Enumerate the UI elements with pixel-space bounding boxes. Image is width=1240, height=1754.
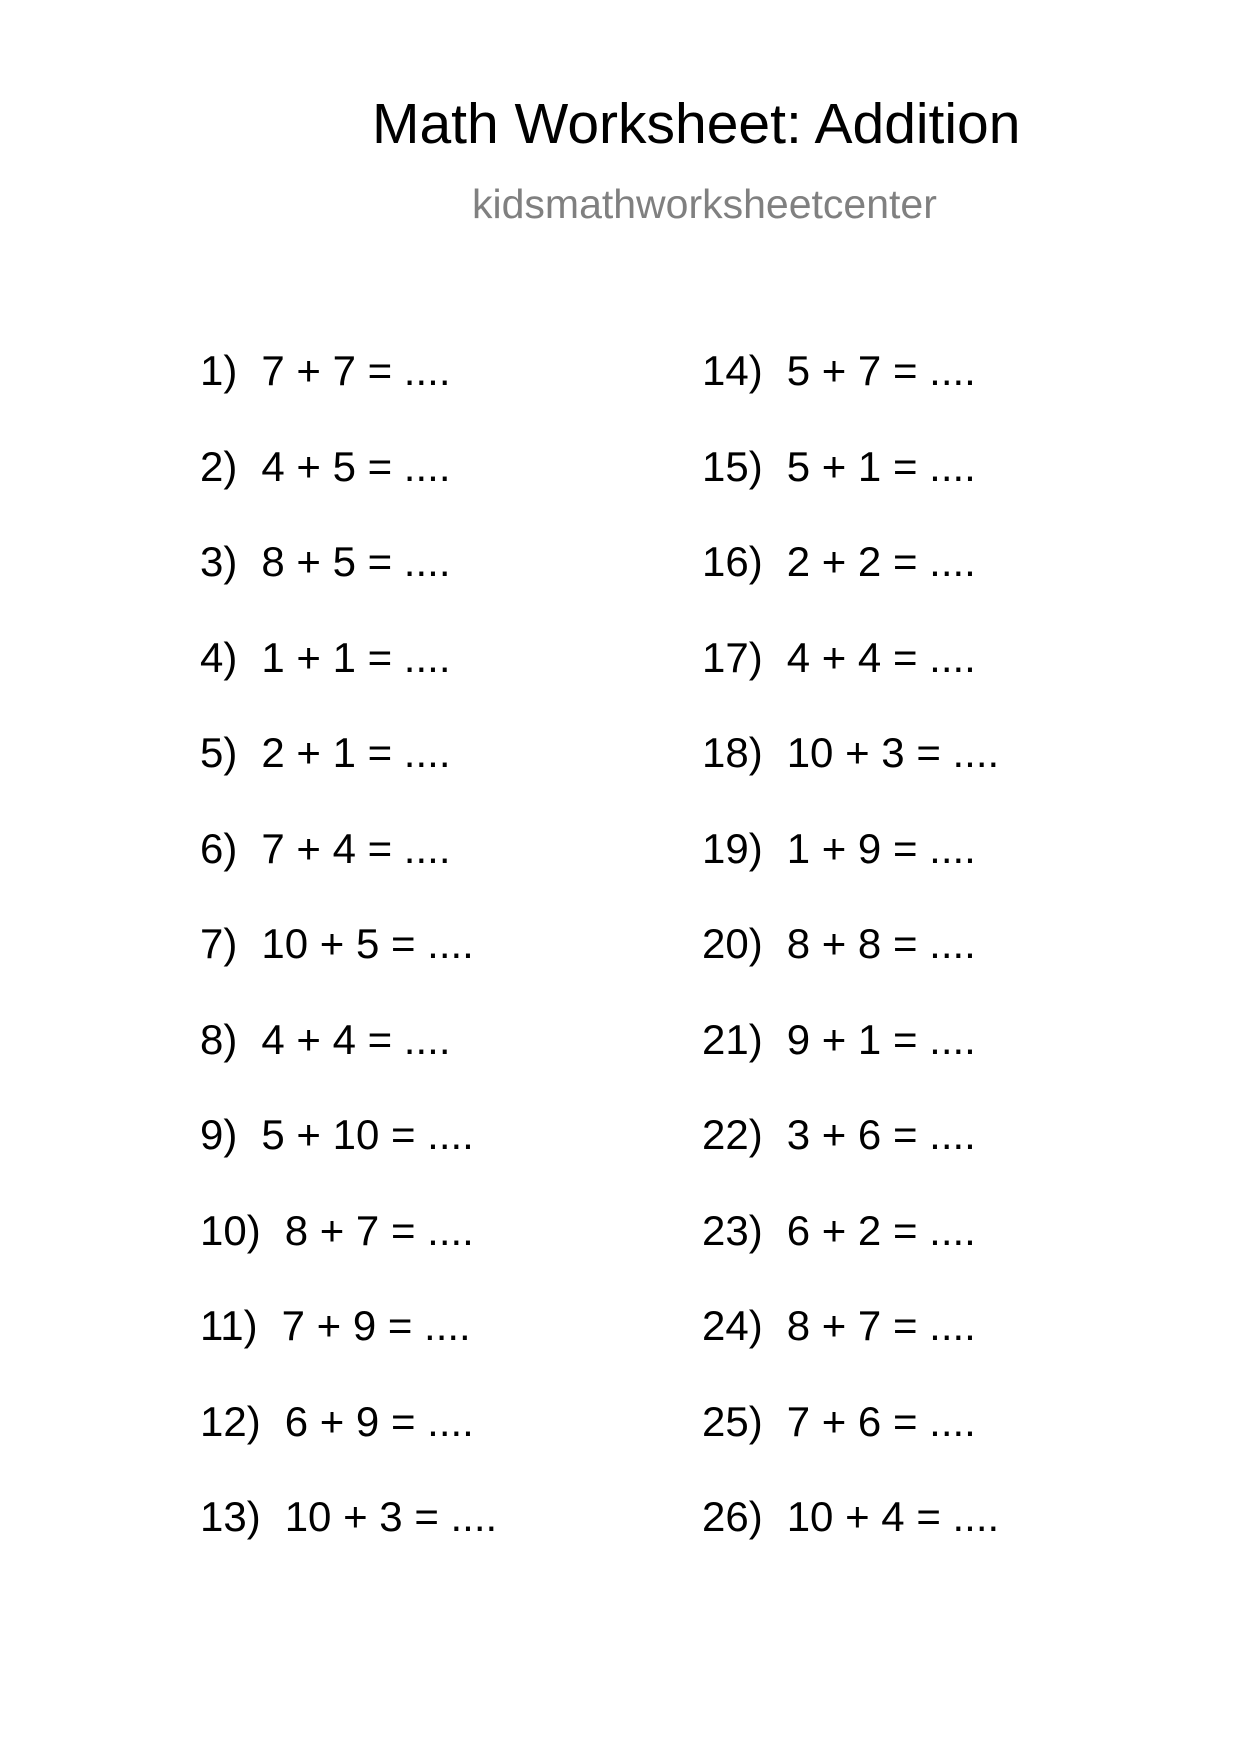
problem-number: 11) bbox=[200, 1302, 258, 1349]
problem-number: 5) bbox=[200, 729, 238, 776]
problem-item bbox=[200, 1493, 498, 1592]
problem-expression: 8 + 8 = .... bbox=[786, 920, 976, 967]
problem-expression: 7 + 9 = .... bbox=[281, 1302, 471, 1349]
problem-item bbox=[200, 347, 497, 446]
problem-number: 13) bbox=[200, 1493, 261, 1540]
problem-expression: 1 + 9 = .... bbox=[786, 824, 976, 872]
problem-item bbox=[200, 824, 497, 924]
problem-item bbox=[200, 1302, 497, 1401]
problem-item bbox=[200, 729, 497, 828]
problem-expression: 2 + 1 = .... bbox=[261, 729, 451, 776]
problem-number: 24) bbox=[702, 1302, 763, 1349]
problem-item bbox=[200, 1206, 497, 1306]
problem-expression: 4 + 4 = .... bbox=[786, 633, 976, 681]
problem-column-left bbox=[200, 347, 498, 1592]
problem-item bbox=[200, 442, 497, 542]
problem-number: 3) bbox=[200, 538, 238, 585]
problem-expression: 6 + 2 = .... bbox=[786, 1206, 976, 1254]
problem-item bbox=[200, 920, 497, 1019]
worksheet-subtitle: kidsmathworksheetcenter bbox=[472, 181, 937, 227]
problem-number: 8) bbox=[200, 1015, 238, 1063]
problem-item bbox=[702, 1206, 999, 1306]
problem-expression: 8 + 5 = .... bbox=[261, 538, 451, 585]
problem-expression: 8 + 7 = .... bbox=[786, 1302, 976, 1349]
problem-expression: 6 + 9 = .... bbox=[284, 1397, 474, 1445]
problem-expression: 3 + 6 = .... bbox=[786, 1111, 976, 1158]
problem-number: 17) bbox=[702, 633, 763, 681]
problem-expression: 10 + 3 = .... bbox=[284, 1493, 498, 1540]
problem-expression: 7 + 7 = .... bbox=[261, 347, 451, 394]
problem-number: 26) bbox=[702, 1493, 763, 1540]
problem-item bbox=[702, 920, 999, 1019]
problem-number: 21) bbox=[702, 1015, 763, 1063]
problem-number: 15) bbox=[702, 442, 763, 490]
problem-item bbox=[702, 1015, 999, 1115]
problem-expression: 7 + 6 = .... bbox=[786, 1397, 976, 1445]
problem-expression: 10 + 3 = .... bbox=[786, 729, 1000, 776]
problem-item bbox=[702, 1111, 999, 1210]
problem-expression: 5 + 1 = .... bbox=[786, 442, 976, 490]
problem-expression: 4 + 4 = .... bbox=[261, 1015, 451, 1063]
problem-number: 10) bbox=[200, 1206, 261, 1254]
problem-number: 1) bbox=[200, 347, 238, 394]
problem-expression: 7 + 4 = .... bbox=[261, 824, 451, 872]
problem-item bbox=[200, 538, 497, 637]
problem-item bbox=[702, 824, 999, 924]
problem-column-right bbox=[702, 347, 1000, 1592]
problem-expression: 8 + 7 = .... bbox=[284, 1206, 474, 1254]
problem-number: 25) bbox=[702, 1397, 763, 1445]
problem-item bbox=[702, 1302, 999, 1401]
problem-number: 20) bbox=[702, 920, 763, 967]
problem-expression: 5 + 7 = .... bbox=[786, 347, 976, 394]
problem-expression: 10 + 5 = .... bbox=[261, 920, 474, 967]
problem-expression: 5 + 10 = .... bbox=[261, 1111, 474, 1158]
problem-expression: 2 + 2 = .... bbox=[786, 538, 976, 585]
problem-item bbox=[200, 1397, 497, 1497]
problem-item bbox=[702, 538, 999, 637]
problem-number: 22) bbox=[702, 1111, 763, 1158]
problem-item bbox=[702, 347, 999, 446]
problem-number: 19) bbox=[702, 824, 763, 872]
problem-number: 2) bbox=[200, 442, 238, 490]
problem-item bbox=[702, 729, 1000, 828]
problem-item bbox=[200, 1015, 497, 1115]
problem-expression: 10 + 4 = .... bbox=[786, 1493, 1000, 1540]
problem-item bbox=[702, 633, 999, 733]
problem-expression: 4 + 5 = .... bbox=[261, 442, 451, 490]
problem-number: 18) bbox=[702, 729, 763, 776]
worksheet-title: Math Worksheet: Addition bbox=[372, 92, 1021, 156]
problem-expression: 9 + 1 = .... bbox=[786, 1015, 976, 1063]
problem-number: 14) bbox=[702, 347, 763, 394]
problem-number: 23) bbox=[702, 1206, 763, 1254]
problem-item bbox=[702, 442, 999, 542]
problem-number: 4) bbox=[200, 633, 238, 681]
problem-number: 9) bbox=[200, 1111, 238, 1158]
problem-item bbox=[200, 1111, 497, 1210]
problem-expression: 1 + 1 = .... bbox=[261, 633, 451, 681]
problem-item bbox=[702, 1493, 1000, 1592]
problem-item bbox=[702, 1397, 999, 1497]
problem-number: 12) bbox=[200, 1397, 261, 1445]
problem-number: 16) bbox=[702, 538, 763, 585]
problem-number: 6) bbox=[200, 824, 238, 872]
problem-number: 7) bbox=[200, 920, 238, 967]
problem-item bbox=[200, 633, 497, 733]
